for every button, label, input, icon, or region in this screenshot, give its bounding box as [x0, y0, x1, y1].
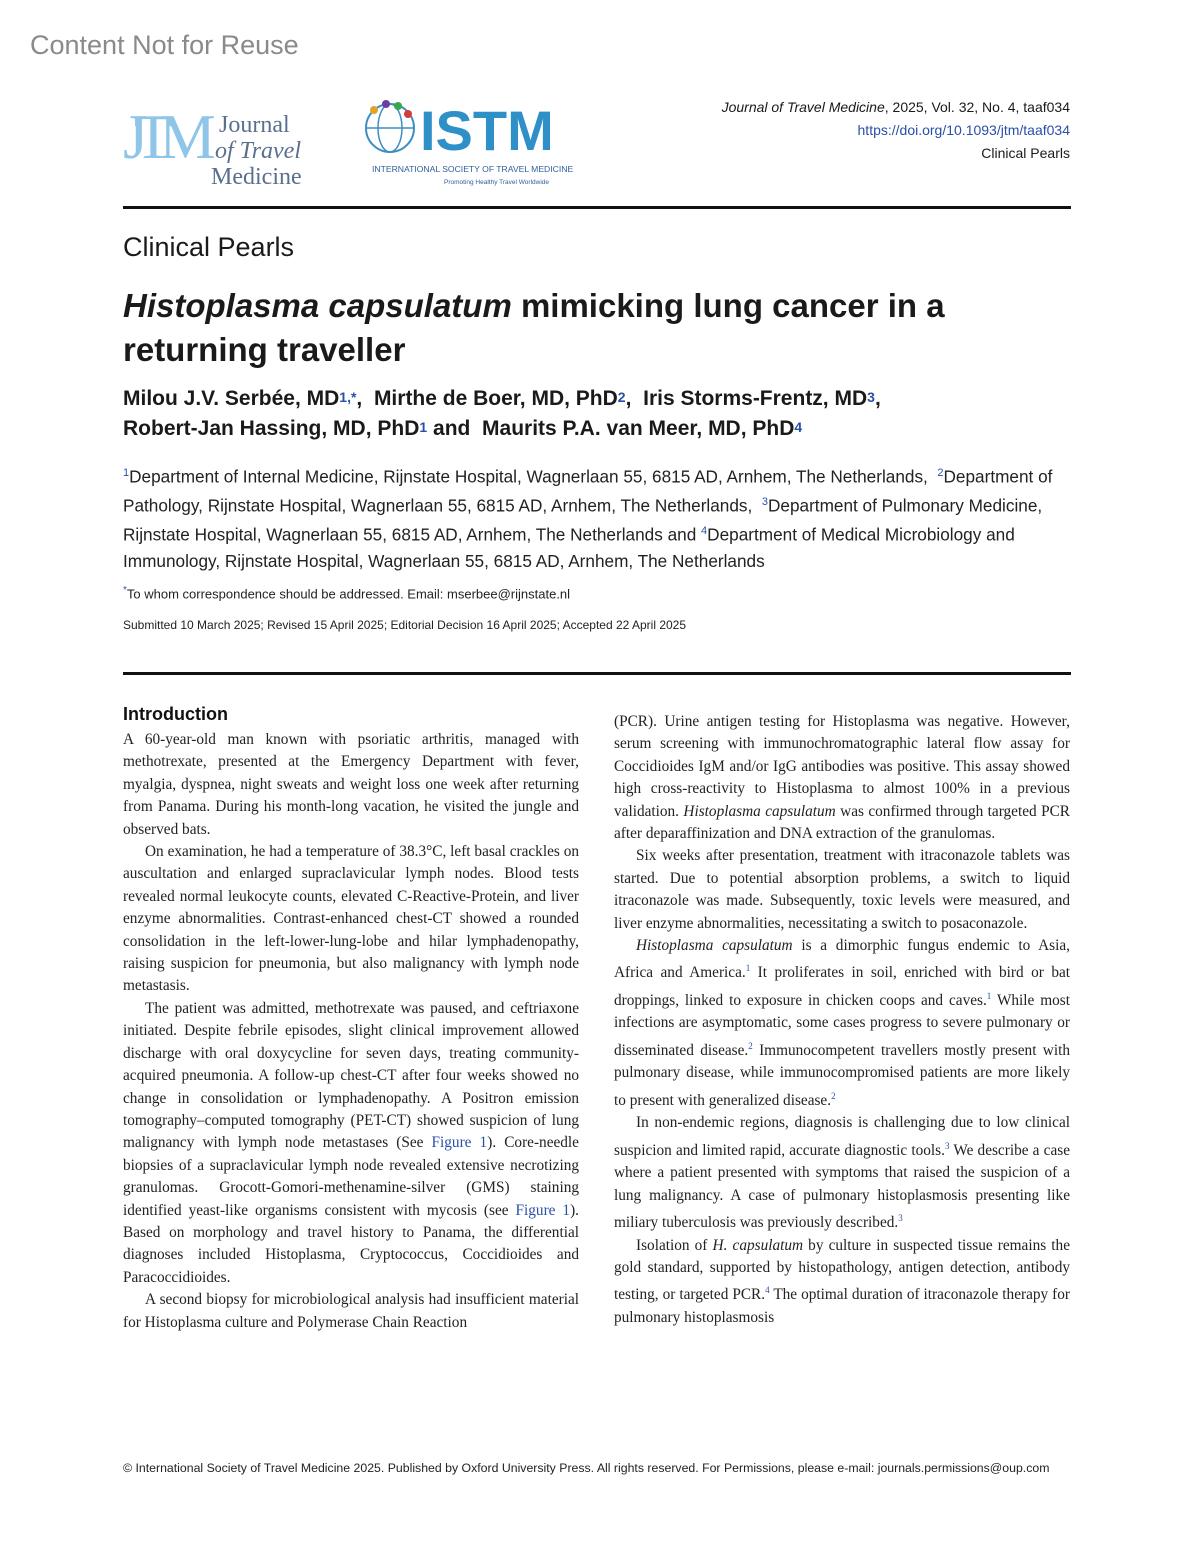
- author[interactable]: Mirthe de Boer, MD, PhD: [373, 387, 618, 410]
- figure-link[interactable]: Figure 1: [515, 1201, 571, 1219]
- jtm-logo: [123, 96, 333, 196]
- author-sup: 4: [794, 419, 803, 435]
- paragraph-text: was confirmed through targeted PCR after deparaffinization and DNA extraction of the granulomas.: [614, 802, 1070, 843]
- paragraph-text: is a dimorphic fungus endemic to Asia, Africa and America.: [614, 937, 1070, 982]
- body-column-right: [614, 711, 1070, 1329]
- affil-sup: 4: [701, 525, 708, 538]
- affil-sup: 2: [937, 467, 944, 479]
- jtm-line2: of Travel: [215, 138, 302, 164]
- istm-logo: [362, 98, 582, 190]
- paragraph: [123, 998, 579, 1289]
- author-sup: 1: [419, 419, 428, 435]
- paragraph-text: Isolation of: [636, 1236, 713, 1254]
- citation-block: [722, 96, 1070, 165]
- affiliation: Department of Internal Medicine, Rijnstate Hospital, Wagnerlaan 55, 6815 AD, Arnhem, The Netherlands,: [129, 466, 928, 487]
- doi-link[interactable]: https://doi.org/10.1093/jtm/taaf034: [857, 122, 1070, 138]
- jtm-line1: Journal: [219, 112, 290, 138]
- body-rule: [123, 672, 1071, 675]
- author[interactable]: Robert-Jan Hassing, MD, PhD: [123, 417, 420, 440]
- watermark-text: Content Not for Reuse: [30, 30, 299, 60]
- body-column-left: [123, 703, 579, 1334]
- correspondence: [123, 585, 570, 601]
- submission-dates: Submitted 10 March 2025; Revised 15 April 2025; Editorial Decision 16 April 2025; Accepted 22 April 2025: [123, 618, 687, 632]
- section-heading: Introduction: [123, 704, 228, 724]
- paragraph-text: The optimal duration of itraconazole therapy for pulmonary histoplasmosis: [614, 1286, 1071, 1326]
- author-list: Milou J.V. Serbée, $MD^{1,*}$, Mirthe de Boer, MD, PhD$^2$, Iris Storms-Frentz, $MD^3$, Robert-Jan Hassing, MD, PhD$^1$ and Maurits P.A. van Meer, MD, PhD$^4$: [123, 387, 881, 440]
- istm-name: ISTM: [420, 99, 554, 162]
- paragraph: [614, 1112, 1070, 1234]
- affiliation: Department of Pathology, Rijnstate Hospital, Wagnerlaan 55, 6815 AD, Arnhem, The Netherlands,: [123, 466, 1053, 516]
- species-name: Histoplasma capsulatum: [636, 937, 793, 955]
- author-sup: 2: [617, 389, 626, 405]
- istm-logo-graphic: [362, 98, 582, 190]
- paragraph: On examination, he had a temperature of 38.3°C, left basal crackles on auscultation and enlarged supraclavicular lymph nodes. Blood tests revealed normal leukocyte counts, elevated C-Reactive-Protein, and liver enzyme abnormalities. Contrast-enhanced chest-CT showed a rounded consolidation in the left-lower-lung-lobe and hilar lymphadenopathy, raising suspicion for pneumonia, but also malignancy with lymph node metastasis.: [123, 843, 579, 995]
- reference-link[interactable]: 3: [898, 1213, 903, 1223]
- istm-tagline: Promoting Healthy Travel Worldwide: [444, 179, 550, 186]
- species-name: Histoplasma capsulatum: [683, 802, 836, 820]
- author[interactable]: Maurits P.A. van Meer, MD, PhD: [482, 417, 795, 440]
- paragraph-text: While most infections are asymptomatic, some cases progress to severe pulmonary or disseminated disease.: [614, 992, 1070, 1059]
- paragraph: [614, 935, 1070, 1112]
- paragraph-text: The patient was admitted, methotrexate was paused, and ceftriaxone initiated. Despite febrile episodes, slight clinical improvement allowed discharge with oral doxycycline for seven days, treating community-acquired pneumonia. A follow-up chest-CT after four weeks showed no change in consolidation or lymphadenopathy. A Positron emission tomography–computed tomography (PET-CT) showed suspicion of lung malignancy with lymph node metastases (See: [123, 999, 579, 1152]
- jtm-logo-graphic: [123, 96, 333, 196]
- reference-link[interactable]: 3: [944, 1140, 950, 1151]
- paragraph: A 60-year-old man known with psoriatic arthritis, managed with methotrexate, presented at the Emergency Department with fever, myalgia, dyspnea, night sweats and weight loss one week after returning from Panama. During his month-long vacation, he visited the jungle and observed bats.: [123, 731, 579, 838]
- journal-name: Journal of Travel Medicine: [721, 99, 885, 115]
- affil-sup: 1: [123, 467, 130, 479]
- paragraph: Six weeks after presentation, treatment with itraconazole tablets was started. Due to potential absorption problems, a switch to liquid itraconazole was made. Subsequently, toxic levels were measured, and liver enzyme abnormalities, necessitating a switch to posaconazole.: [614, 847, 1070, 932]
- istm-full-name: INTERNATIONAL SOCIETY OF TRAVEL MEDICINE: [372, 164, 574, 174]
- reference-link[interactable]: 4: [765, 1285, 770, 1296]
- reference-link[interactable]: 1: [745, 963, 751, 974]
- corr-text: To whom correspondence should be addressed. Email: mserbee@rijnstate.nl: [126, 586, 571, 602]
- reference-link[interactable]: 1: [986, 990, 992, 1001]
- section-label: Clinical Pearls: [123, 232, 295, 262]
- paragraph-text: ). Core-needle biopsies of a supraclavicular lymph node revealed extensive necrotizing granulomas. Grocott-Gomori-methenamine-silver (GMS) staining identified yeast-like organisms consistent with mycosis (see: [123, 1134, 579, 1219]
- copyright-footer: © International Society of Travel Medicine 2025. Published by Oxford University Press. All rights reserved. For Permissions, please e-mail: journals.permissions@oup.com: [123, 1461, 1050, 1475]
- corr-mark: *: [123, 585, 127, 596]
- article-title: [123, 284, 1083, 372]
- paragraph-text: It proliferates in soil, enriched with bird or bat droppings, linked to exposure in chicken coops and caves.: [614, 964, 1071, 1010]
- species-name: H. capsulatum: [712, 1236, 804, 1254]
- paragraph-text: Immunocompetent travellers mostly present with pulmonary disease, while immunocompromised patients are more likely to present with generalized disease.: [614, 1041, 1070, 1109]
- affiliation: Department of Pulmonary Medicine, Rijnstate Hospital, Wagnerlaan 55, 6815 AD, Arnhem, The Netherlands and: [123, 495, 1043, 546]
- paragraph-text: ). Based on morphology and travel history to Panama, the differential diagnoses included Histoplasma, Cryptococcus, Coccidioides and Paracoccidioides.: [123, 1201, 579, 1286]
- affiliation: Department of Medical Microbiology and Immunology, Rijnstate Hospital, Wagnerlaan 55, 6815 AD, Arnhem, The Netherlands: [123, 525, 1015, 571]
- affil-sup: 3: [761, 496, 768, 509]
- title-italic: Histoplasma capsulatum: [123, 287, 512, 324]
- author-sup: 3: [867, 389, 875, 405]
- header-rule: [123, 206, 1071, 209]
- figure-link[interactable]: Figure 1: [431, 1134, 488, 1152]
- affiliations: [123, 461, 1073, 574]
- citation-line: [722, 96, 1070, 119]
- paragraph-text: We describe a case where a patient presented with symptoms that raised the suspicion of a lung malignancy. A case of pulmonary histoplasmosis presenting like miliary tuberculosis was previously described.: [614, 1141, 1070, 1232]
- author[interactable]: Iris Storms-Frentz, MD: [643, 387, 868, 410]
- author-and: and: [433, 417, 471, 440]
- author-sup: 1,*: [339, 389, 357, 405]
- citation-details: , 2025, Vol. 32, No. 4, taaf034: [884, 99, 1070, 115]
- jtm-letters: JTM: [123, 101, 202, 172]
- citation-section: Clinical Pearls: [981, 145, 1070, 161]
- jtm-line3: Medicine: [211, 164, 302, 190]
- title-rest: mimicking lung cancer in a returning traveller: [123, 287, 945, 368]
- paragraph: [614, 711, 1070, 845]
- paragraph: A second biopsy for microbiological analysis had insufficient material for Histoplasma culture and Polymerase Chain Reaction: [123, 1291, 579, 1331]
- paragraph: [614, 1235, 1070, 1330]
- author[interactable]: Milou J.V. Serbée, MD: [123, 387, 340, 410]
- reference-link[interactable]: 2: [748, 1040, 753, 1051]
- paragraph-text: In non-endemic regions, diagnosis is challenging due to low clinical suspicion and limited rapid, accurate diagnostic tools.: [614, 1114, 1070, 1159]
- paragraph-text: (PCR). Urine antigen testing for Histoplasma was negative. However, serum screening with immunochromatographic lateral flow assay for Coccidioides IgM and/or IgG antibodies was positive. This assay showed high cross-reactivity to Histoplasma to almost 100% in a previous validation.: [614, 713, 1070, 820]
- paragraph-text: by culture in suspected tissue remains the gold standard, supported by histopathology, antigen detection, antibody testing, or targeted PCR.: [614, 1236, 1070, 1304]
- reference-link[interactable]: 2: [831, 1090, 836, 1101]
